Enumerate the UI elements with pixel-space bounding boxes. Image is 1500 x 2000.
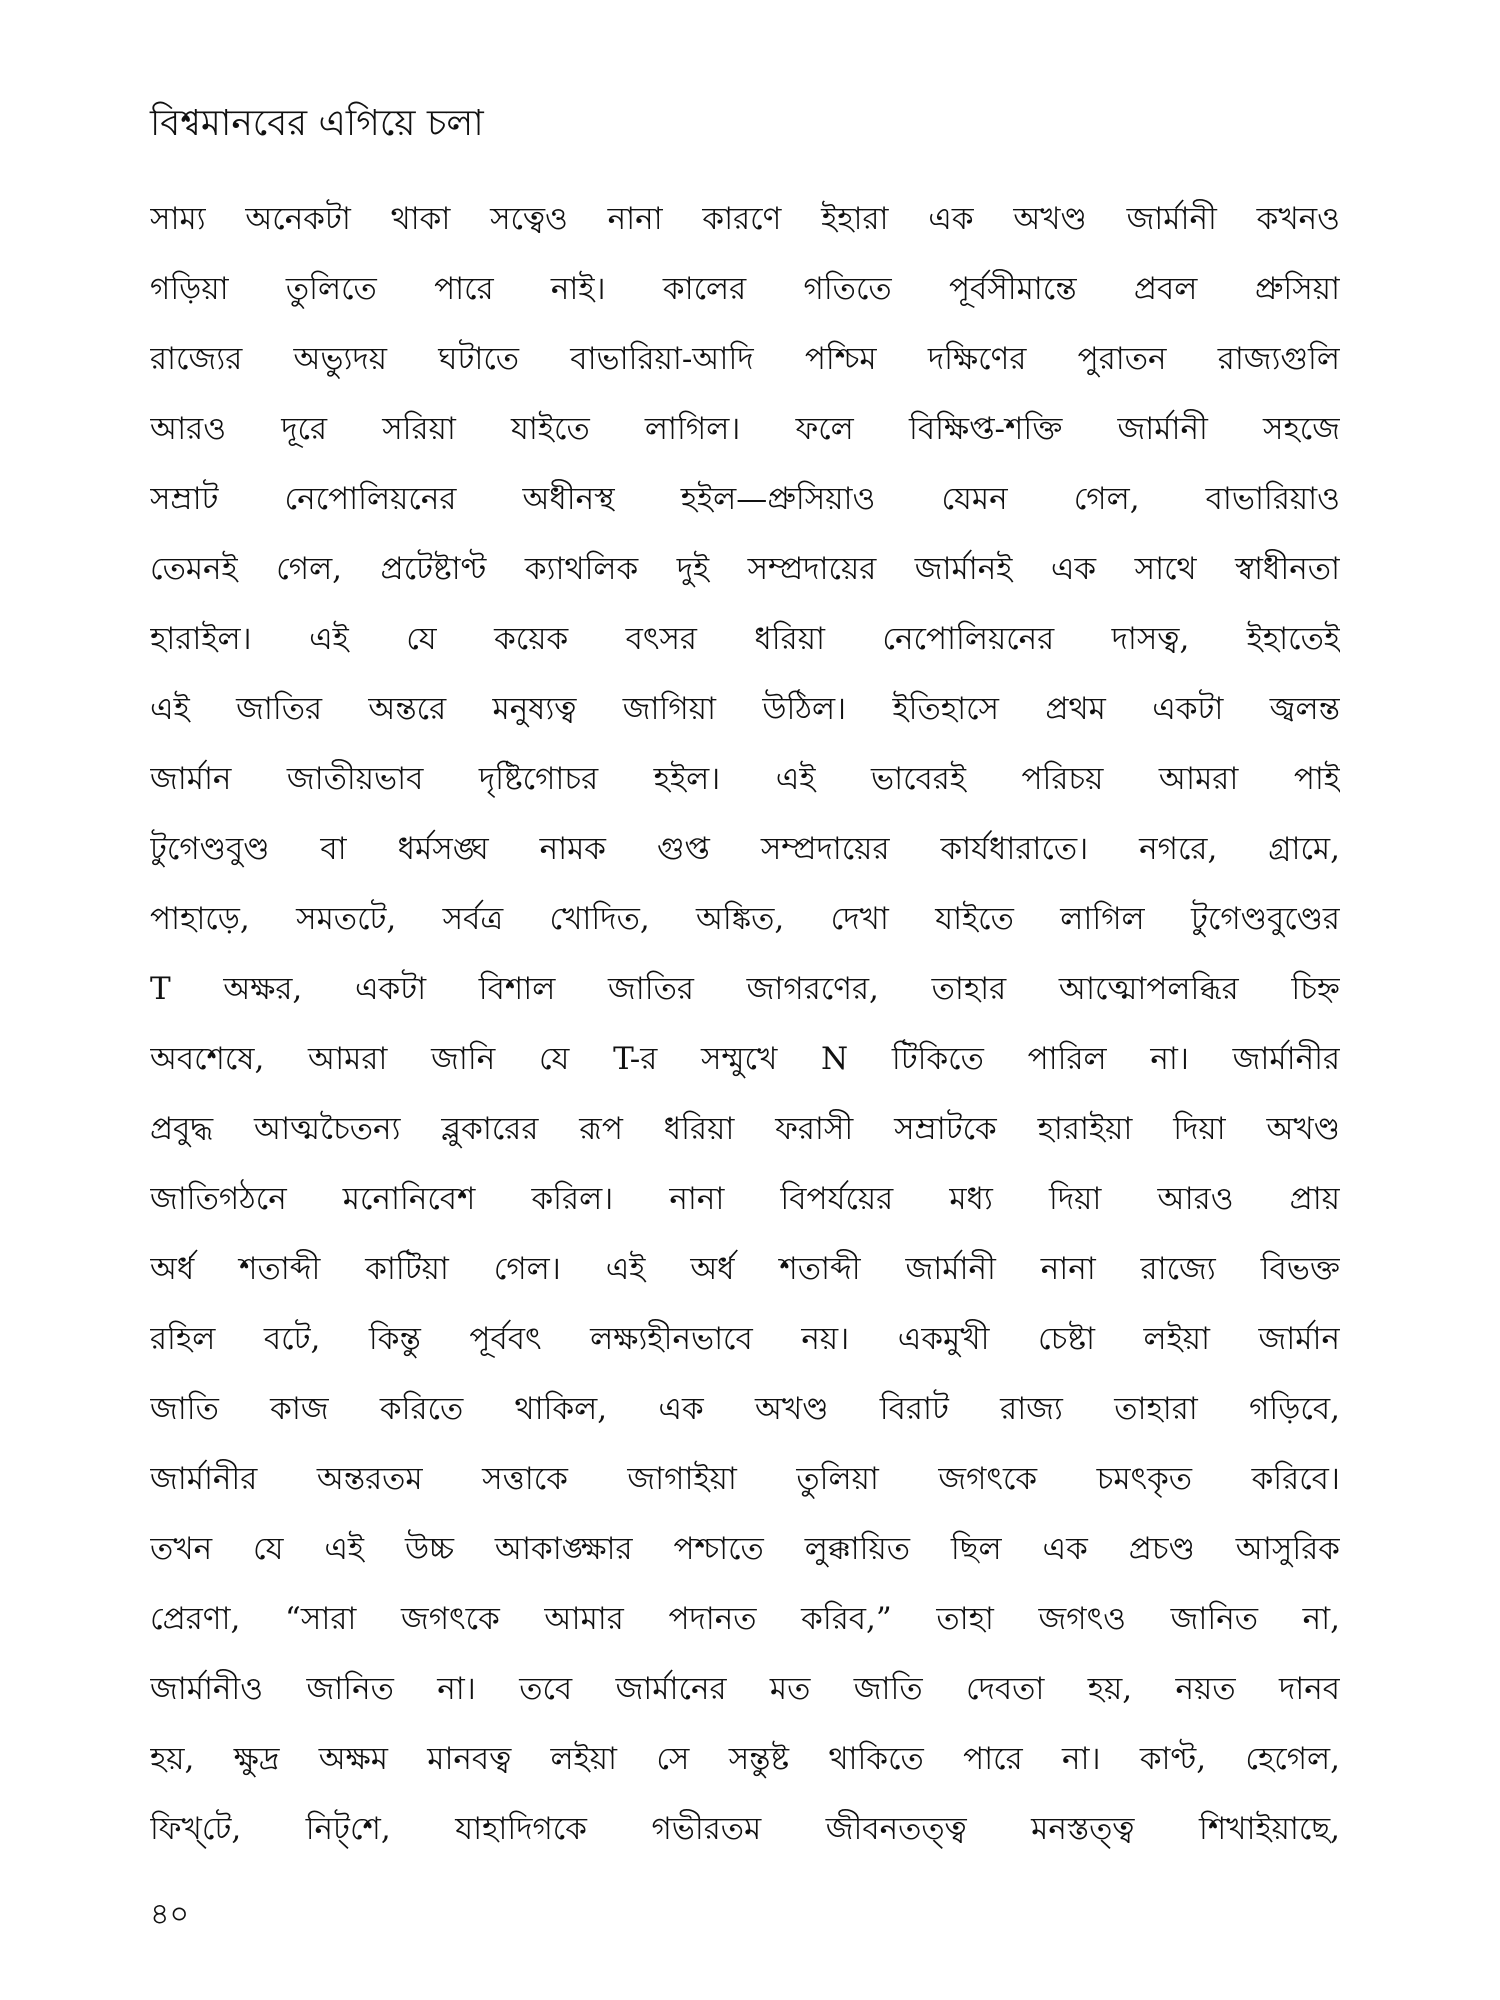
text-line: প্রেরণা, “সারা জগৎকে আমার পদানত করিব,” তাহা জগৎও জানিত না, [150,1601,1340,1637]
text-line: ফিখ্‌টে, নিট্‌শে, যাহাদিগকে গভীরতম জীবনতত্ত্ব মনস্তত্ত্ব শিখাইয়াছে, [150,1811,1340,1847]
text-line: হারাইল। এই যে কয়েক বৎসর ধরিয়া নেপোলিয়নের দাসত্ব, ইহাতেই [150,621,1340,657]
text-line: তেমনই গেল, প্রটেষ্টাণ্ট ক্যাথলিক দুই সম্প্রদায়ের জার্মানই এক সাথে স্বাধীনতা [150,551,1340,587]
text-line: তখন যে এই উচ্চ আকাঙ্ক্ষার পশ্চাতে লুক্কায়িত ছিল এক প্রচণ্ড আসুরিক [150,1531,1340,1567]
text-line: জার্মানীর অন্তরতম সত্তাকে জাগাইয়া তুলিয়া জগৎকে চমৎকৃত করিবে। [150,1461,1340,1497]
text-line: অবশেষে, আমরা জানি যে T-র সম্মুখে N টিকিতে পারিল না। জার্মানীর [150,1041,1340,1077]
text-line: সাম্য অনেকটা থাকা সত্বেও নানা কারণে ইহারা এক অখণ্ড জার্মানী কখনও [150,201,1340,237]
text-line: জাতি কাজ করিতে থাকিল, এক অখণ্ড বিরাট রাজ্য তাহারা গড়িবে, [150,1391,1340,1427]
text-line: অর্ধ শতাব্দী কাটিয়া গেল। এই অর্ধ শতাব্দী জার্মানী নানা রাজ্যে বিভক্ত [150,1251,1340,1287]
text-line: রাজ্যের অভ্যুদয় ঘটাতে বাভারিয়া-আদি পশ্চিম দক্ষিণের পুরাতন রাজ্যগুলি [150,341,1340,377]
text-line: সম্রাট নেপোলিয়নের অধীনস্থ হইল—প্রুসিয়াও যেমন গেল, বাভারিয়াও [150,481,1340,517]
text-line: জার্মান জাতীয়ভাব দৃষ্টিগোচর হইল। এই ভাবেরই পরিচয় আমরা পাই [150,761,1340,797]
text-line: গড়িয়া তুলিতে পারে নাই। কালের গতিতে পূর্বসীমান্তে প্রবল প্রুসিয়া [150,271,1340,307]
text-line: T অক্ষর, একটা বিশাল জাতির জাগরণের, তাহার আত্মোপলব্ধির চিহ্ন [150,971,1340,1007]
body-text [150,184,1340,1864]
text-line: জাতিগঠনে মনোনিবেশ করিল। নানা বিপর্যয়ের মধ্য দিয়া আরও প্রায় [150,1181,1340,1217]
text-line: প্রবুদ্ধ আত্মচৈতন্য ব্লুকারের রূপ ধরিয়া ফরাসী সম্রাটকে হারাইয়া দিয়া অখণ্ড [150,1111,1340,1147]
text-line: টুগেণ্ডবুণ্ড বা ধর্মসঙ্ঘ নামক গুপ্ত সম্প্রদায়ের কার্যধারাতে। নগরে, গ্রামে, [150,831,1340,867]
running-header: বিশ্বমানবের এগিয়ে চলা [150,103,484,144]
text-line: আরও দূরে সরিয়া যাইতে লাগিল। ফলে বিক্ষিপ্ত-শক্তি জার্মানী সহজে [150,411,1340,447]
text-line: জার্মানীও জানিত না। তবে জার্মানের মত জাতি দেবতা হয়, নয়ত দানব [150,1671,1340,1707]
page-number: ৪০ [150,1897,189,1932]
text-line: পাহাড়ে, সমতটে, সর্বত্র খোদিত, অঙ্কিত, দেখা যাইতে লাগিল টুগেণ্ডবুণ্ডের [150,901,1340,937]
text-line: হয়, ক্ষুদ্র অক্ষম মানবত্ব লইয়া সে সন্তুষ্ট থাকিতে পারে না। কাণ্ট, হেগেল, [150,1741,1340,1777]
text-line: এই জাতির অন্তরে মনুষ্যত্ব জাগিয়া উঠিল। ইতিহাসে প্রথম একটা জ্বলন্ত [150,691,1340,727]
text-line: রহিল বটে, কিন্তু পূর্ববৎ লক্ষ্যহীনভাবে নয়। একমুখী চেষ্টা লইয়া জার্মান [150,1321,1340,1357]
